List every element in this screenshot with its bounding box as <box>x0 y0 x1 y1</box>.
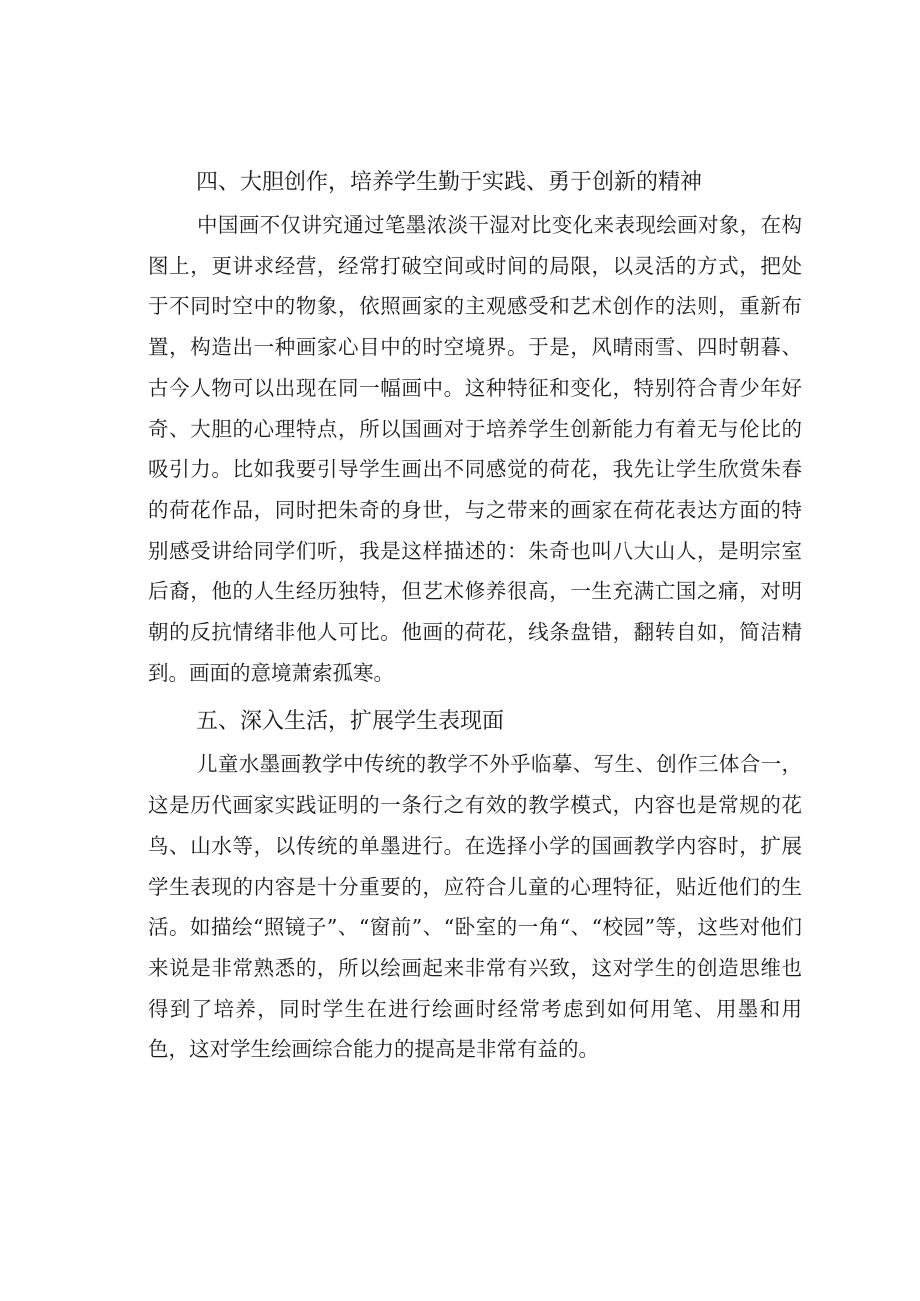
section-body-5: 儿童水墨画教学中传统的教学不外乎临摹、写生、创作三体合一，这是历代画家实践证明的一条行之有效的教学模式，内容也是常规的花鸟、山水等，以传统的单墨进行。在选择小学的国画教学内容时，扩展学生表现的内容是十分重要的，应符合儿童的心理特征，贴近他们的生活。如描绘“照镜子”、“窗前”、“卧室的一角“、“校园”等，这些对他们来说是非常熟悉的，所以绘画起来非常有兴致，这对学生的创造思维也得到了培养，同时学生在进行绘画时经常考虑到如何用笔、用墨和用色，这对学生绘画综合能力的提高是非常有益的。 <box>148 752 802 1062</box>
section-heading-5: 五、深入生活，扩展学生表现面 <box>196 709 505 735</box>
section-heading-4: 四、大胆创作，培养学生勤于实践、勇于创新的精神 <box>196 170 703 195</box>
document-content <box>148 160 802 1070</box>
section-body-4: 中国画不仅讲究通过笔墨浓淡干湿对比变化来表现绘画对象，在构图上，更讲求经营，经常打破空间或时间的局限，以灵活的方式，把处于不同时空中的物象，依照画家的主观感受和艺术创作的法则，重新布置，构造出一种画家心目中的时空境界。于是，风晴雨雪、四时朝暮、古今人物可以出现在同一幅画中。这种特征和变化，特别符合青少年好奇、大胆的心理特点，所以国画对于培养学生创新能力有着无与伦比的吸引力。比如我要引导学生画出不同感觉的荷花，我先让学生欣赏朱春的荷花作品，同时把朱奇的身世，与之带来的画家在荷花表达方面的特别感受讲给同学们听，我是这样描述的：朱奇也叫八大山人，是明宗室后裔，他的人生经历独特，但艺术修养很高，一生充满亡国之痛，对明朝的反抗情绪非他人可比。他画的荷花，线条盘错，翻转自如，简洁精到。画面的意境萧索孤寒。 <box>148 213 802 685</box>
